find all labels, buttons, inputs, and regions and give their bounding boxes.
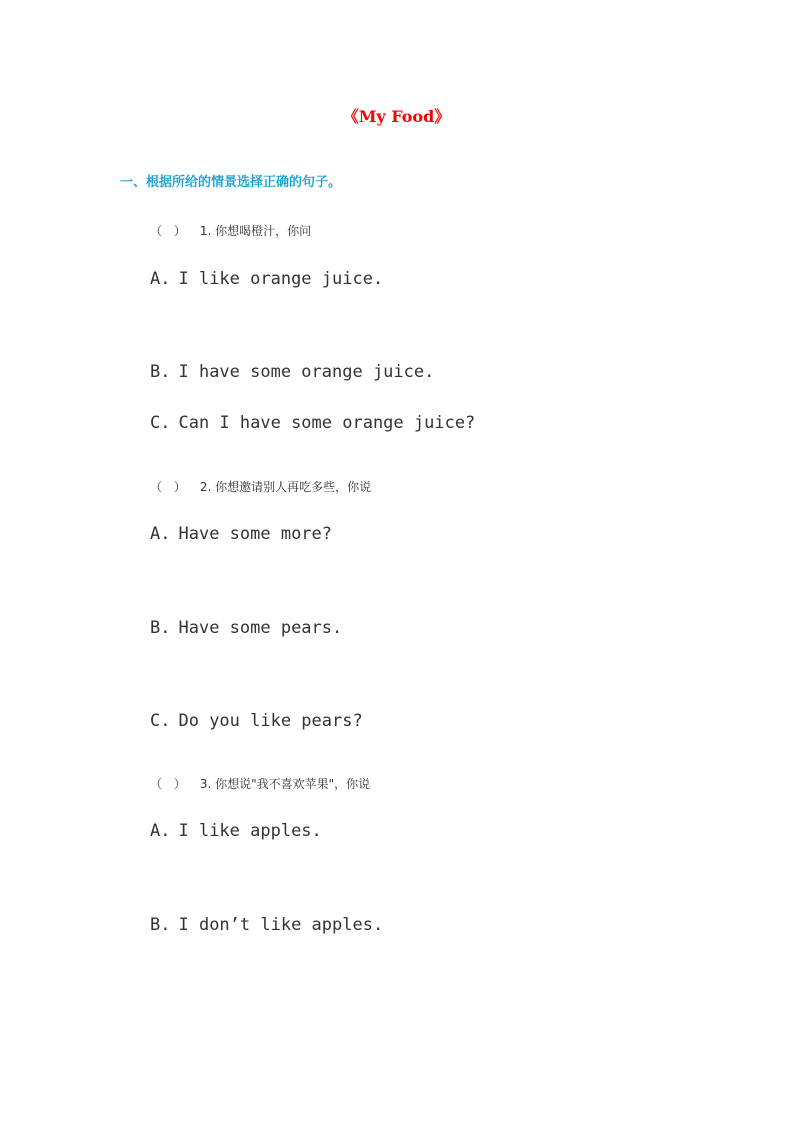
answer-blank[interactable]: （ ） — [150, 777, 190, 791]
option-letter: B. — [150, 362, 171, 382]
question-3-prompt — [150, 775, 370, 792]
option-text: I like orange juice. — [178, 269, 384, 289]
option-text: I like apples. — [178, 821, 322, 841]
question-text: 2. 你想邀请别人再吃多些，你说 — [199, 480, 372, 494]
option-letter: B. — [150, 618, 171, 638]
page-title: 《My Food》 — [342, 107, 451, 126]
option-letter: A. — [150, 269, 171, 289]
question-1-option-c — [150, 413, 475, 433]
option-letter: B. — [150, 915, 171, 935]
question-1-option-b — [150, 362, 434, 382]
option-letter: A. — [150, 821, 171, 841]
question-3-option-b — [150, 915, 383, 935]
answer-blank[interactable]: （ ） — [150, 480, 190, 494]
option-text: I have some orange juice. — [178, 362, 435, 382]
question-2-option-c — [150, 711, 363, 731]
question-3-option-a — [150, 821, 322, 841]
option-text: I don’t like apples. — [178, 915, 384, 935]
answer-blank[interactable]: （ ） — [150, 224, 190, 238]
option-letter: C. — [150, 413, 171, 433]
question-1-prompt — [150, 222, 311, 239]
option-text: Can I have some orange juice? — [178, 413, 476, 433]
option-letter: C. — [150, 711, 171, 731]
option-text: Have some more? — [178, 524, 333, 544]
option-text: Do you like pears? — [178, 711, 363, 731]
option-letter: A. — [150, 524, 171, 544]
question-2-option-a — [150, 524, 332, 544]
question-text: 1. 你想喝橙汁，你问 — [199, 224, 312, 238]
question-2-option-b — [150, 618, 342, 638]
question-text: 3. 你想说"我不喜欢苹果"，你说 — [199, 777, 371, 791]
question-2-prompt — [150, 478, 371, 495]
section-heading: 一、根据所给的情景选择正确的句子。 — [120, 175, 342, 190]
option-text: Have some pears. — [178, 618, 343, 638]
question-1-option-a — [150, 269, 383, 289]
